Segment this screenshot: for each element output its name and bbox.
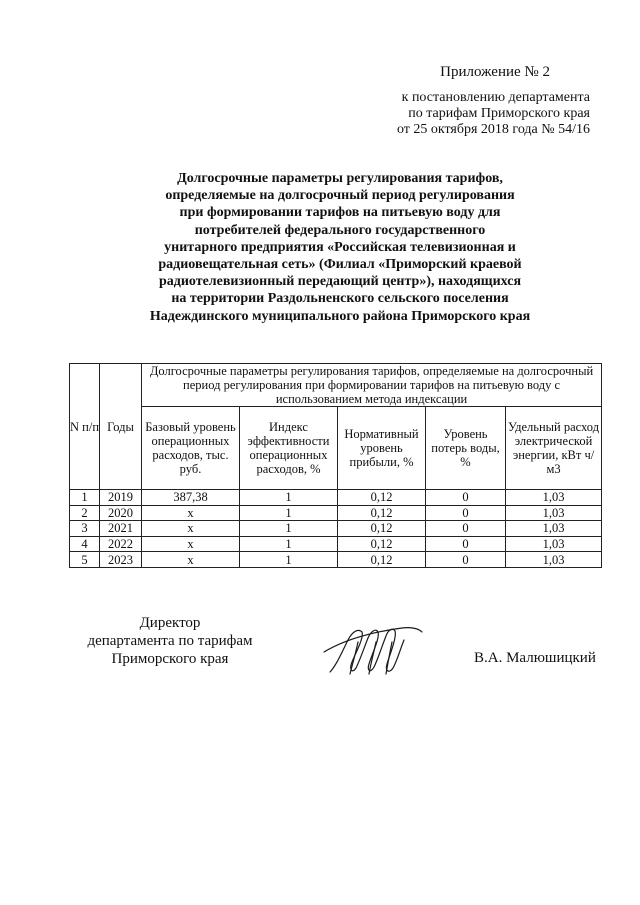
appendix-label: Приложение № 2	[440, 64, 550, 80]
position-line: департамента по тарифам	[87, 633, 253, 649]
title-line: при формировании тарифов на питьевую воду для	[179, 205, 501, 221]
title-line: радиотелевизионный передающий центр»), находящихся	[158, 274, 522, 290]
cell-energy-consumption: 1,03	[506, 521, 602, 537]
cell-year: 2023	[100, 552, 142, 568]
cell-energy-consumption: 1,03	[506, 505, 602, 521]
header-group: Долгосрочные параметры регулирования тарифов, определяемые на долгосрочный период регулирования при формировании тарифов на питьевую воду с использованием метода индексации	[142, 364, 602, 407]
decree-line: по тарифам Приморского края	[408, 106, 590, 121]
cell-base-costs: х	[142, 505, 240, 521]
position-line: Директор	[139, 615, 201, 631]
table-row	[70, 490, 602, 506]
table-row	[70, 552, 602, 568]
cell-efficiency-index: 1	[240, 490, 338, 506]
cell-base-costs: х	[142, 552, 240, 568]
cell-efficiency-index: 1	[240, 505, 338, 521]
cell-number: 4	[70, 536, 100, 552]
cell-water-losses: 0	[426, 490, 506, 506]
header-number: N п/п	[70, 364, 100, 490]
header-water-losses: Уровень потерь воды, %	[426, 407, 506, 490]
cell-base-costs: х	[142, 536, 240, 552]
cell-profit-level: 0,12	[338, 536, 426, 552]
decree-line: от 25 октября 2018 года № 54/16	[396, 122, 590, 137]
title-line: определяемые на долгосрочный период регулирования	[165, 188, 515, 204]
cell-efficiency-index: 1	[240, 536, 338, 552]
cell-profit-level: 0,12	[338, 490, 426, 506]
cell-number: 5	[70, 552, 100, 568]
title-line: радиовещательная сеть» (Филиал «Приморский краевой	[158, 257, 522, 273]
cell-energy-consumption: 1,03	[506, 552, 602, 568]
signatory-position	[70, 614, 270, 668]
cell-year: 2019	[100, 490, 142, 506]
decree-reference	[330, 90, 590, 138]
title-line: унитарного предприятия «Российская телевизионная и	[164, 239, 516, 255]
signatory-name: В.А. Малюшицкий	[474, 650, 596, 666]
cell-energy-consumption: 1,03	[506, 490, 602, 506]
document-title	[60, 170, 620, 325]
parameters-table	[69, 363, 602, 568]
cell-profit-level: 0,12	[338, 505, 426, 521]
cell-year: 2022	[100, 536, 142, 552]
title-line: Долгосрочные параметры регулирования тарифов,	[177, 171, 503, 186]
header-efficiency-index: Индекс эффективности операционных расходов, %	[240, 407, 338, 490]
table-row	[70, 521, 602, 537]
cell-water-losses: 0	[426, 521, 506, 537]
cell-number: 1	[70, 490, 100, 506]
cell-water-losses: 0	[426, 552, 506, 568]
table-row	[70, 505, 602, 521]
decree-line: к постановлению департамента	[401, 90, 590, 105]
cell-efficiency-index: 1	[240, 552, 338, 568]
header-energy-consumption: Удельный расход электрической энергии, кВт ч/м3	[506, 407, 602, 490]
cell-profit-level: 0,12	[338, 521, 426, 537]
cell-efficiency-index: 1	[240, 521, 338, 537]
handwritten-signature	[322, 622, 432, 682]
cell-number: 3	[70, 521, 100, 537]
cell-water-losses: 0	[426, 536, 506, 552]
title-line: на территории Раздольненского сельского поселения	[171, 291, 509, 307]
table-row	[70, 536, 602, 552]
header-profit-level: Нормативный уровень прибыли, %	[338, 407, 426, 490]
cell-profit-level: 0,12	[338, 552, 426, 568]
cell-year: 2020	[100, 505, 142, 521]
cell-energy-consumption: 1,03	[506, 536, 602, 552]
cell-water-losses: 0	[426, 505, 506, 521]
title-line: потребителей федерального государственного	[194, 222, 486, 238]
cell-year: 2021	[100, 521, 142, 537]
cell-base-costs: х	[142, 521, 240, 537]
header-base-costs: Базовый уровень операционных расходов, тыс. руб.	[142, 407, 240, 490]
title-line: Надеждинского муниципального района Приморского края	[149, 308, 531, 324]
cell-base-costs: 387,38	[142, 490, 240, 506]
position-line: Приморского края	[111, 651, 229, 667]
cell-number: 2	[70, 505, 100, 521]
header-year: Годы	[100, 364, 142, 490]
